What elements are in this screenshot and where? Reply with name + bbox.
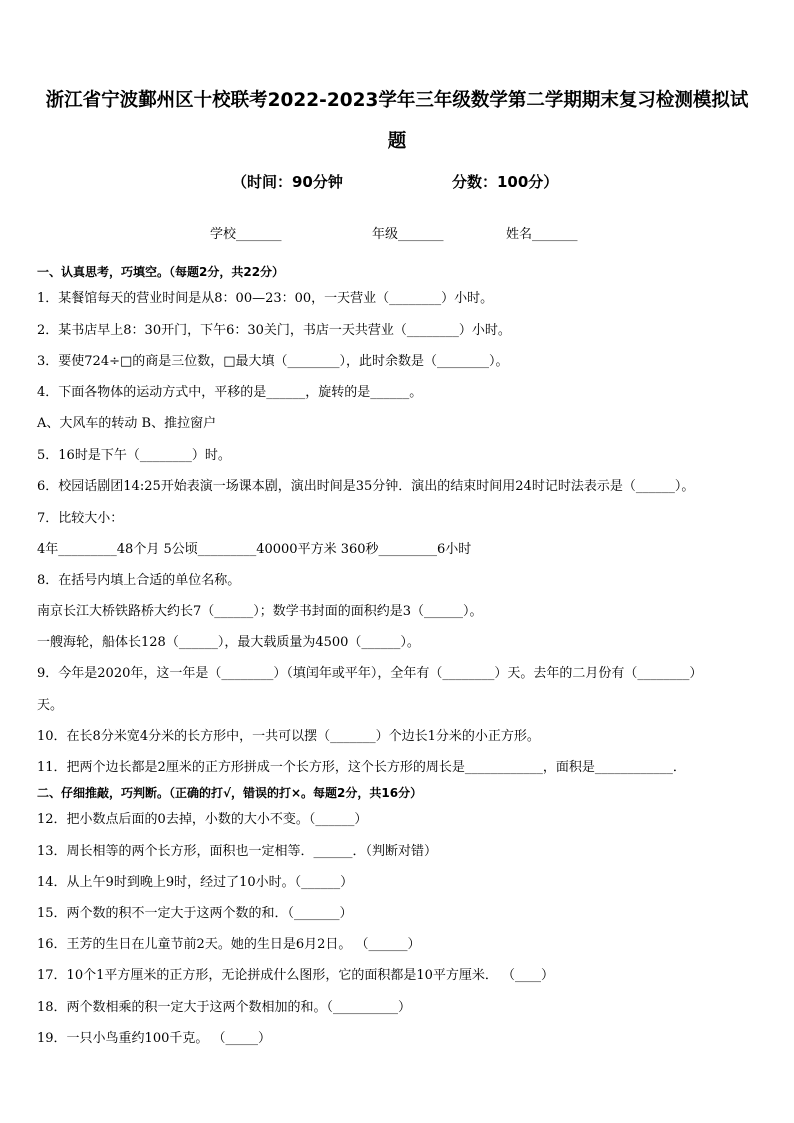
question-16: 16．王芳的生日在儿童节前2天。她的生日是6月2日。 （______） xyxy=(37,937,421,952)
question-8-line-1: 南京长江大桥铁路桥大约长7（______）；数学书封面的面积约是3（______）。 xyxy=(37,604,483,619)
section-heading-fill-blank: 一、认真思考，巧填空。（每题2分，共22分） xyxy=(37,265,285,279)
question-6: 6．校园话剧团14:25开始表演一场课本剧，演出时间是35分钟．演出的结束时间用24时记时法表示是（______）。 xyxy=(37,479,695,494)
question-4: 4．下面各物体的运动方式中，平移的是______，旋转的是______。 xyxy=(37,385,423,400)
name-field: 姓名_______ xyxy=(506,227,578,242)
page-title: 浙江省宁波鄞州区十校联考2022-2023学年三年级数学第二学期期末复习检测模拟试 xyxy=(45,90,749,111)
grade-field: 年级_______ xyxy=(372,227,444,242)
question-2: 2．某书店早上8：30开门，下午6：30关门，书店一天共营业（________）小时。 xyxy=(37,323,511,338)
question-17: 17．10个1平方厘米的正方形，无论拼成什么图形，它的面积都是10平方厘米． （____） xyxy=(37,968,555,983)
question-13: 13．周长相等的两个长方形，面积也一定相等．______．（判断对错） xyxy=(37,844,438,859)
question-9: 9．今年是2020年，这一年是（________）（填闰年或平年），全年有（________）天。去年的二月份有（________） xyxy=(37,666,703,681)
question-12: 12．把小数点后面的0去掉，小数的大小不变。（______） xyxy=(37,812,368,827)
question-4-options: A、大风车的转动 B、推拉窗户 xyxy=(37,416,217,431)
exam-score: 分数：100分） xyxy=(452,173,559,191)
question-1: 1．某餐馆每天的营业时间是从8：00—23：00，一天营业（________）小时。 xyxy=(37,291,494,306)
question-18: 18．两个数相乘的积一定大于这两个数相加的和。（__________） xyxy=(37,1000,412,1015)
question-7: 7．比较大小： xyxy=(37,511,124,526)
question-8-line-2: 一艘海轮，船体长128（______），最大载质量为4500（______）。 xyxy=(37,635,420,650)
question-19: 19．一只小鸟重约100千克。 （_____） xyxy=(37,1031,271,1046)
section-heading-true-false: 二、仔细推敲，巧判断。（正确的打√，错误的打×。每题2分，共16分） xyxy=(37,786,423,800)
question-10: 10．在长8分米宽4分米的长方形中，一共可以摆（_______）个边长1分米的小正方形。 xyxy=(37,729,540,744)
exam-time: （时间：90分钟 xyxy=(232,173,343,191)
question-9-continued: 天。 xyxy=(37,698,64,713)
question-3: 3．要使724÷□的商是三位数，□最大填（________），此时余数是（________）。 xyxy=(37,354,509,369)
question-7-items: 4年_________48个月 5公顷_________40000平方米 360秒_________6小时 xyxy=(37,542,472,557)
page-title-continued: 题 xyxy=(387,131,407,152)
question-8: 8．在括号内填上合适的单位名称。 xyxy=(37,573,241,588)
question-5: 5．16时是下午（________）时。 xyxy=(37,448,231,463)
question-14: 14．从上午9时到晚上9时，经过了10小时。（______） xyxy=(37,875,354,890)
school-field: 学校_______ xyxy=(210,227,282,242)
question-15: 15．两个数的积不一定大于这两个数的和．（_______） xyxy=(37,906,353,921)
question-11: 11．把两个边长都是2厘米的正方形拼成一个长方形，这个长方形的周长是____________，面积是____________． xyxy=(37,760,686,775)
